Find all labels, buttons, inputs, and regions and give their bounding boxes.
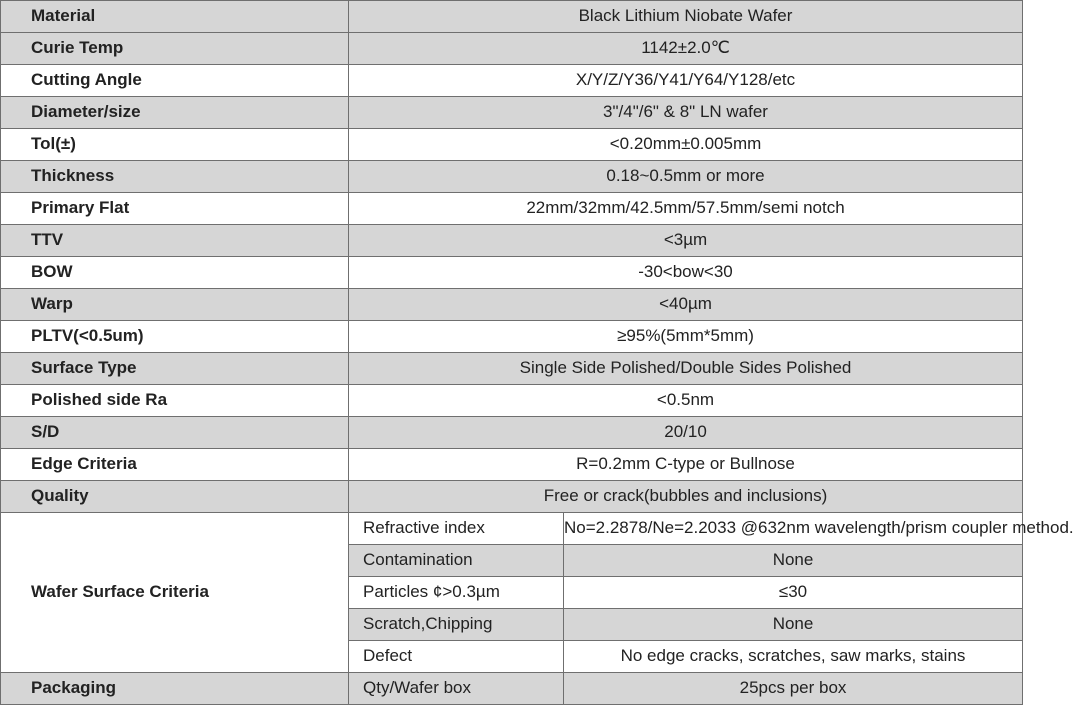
sub-row-name: Particles ¢>0.3µm	[349, 577, 564, 609]
spec-row-tolerance	[1, 129, 1023, 161]
spec-row-diameter	[1, 97, 1023, 129]
row-label: Packaging	[1, 673, 349, 705]
row-value: R=0.2mm C-type or Bullnose	[349, 449, 1023, 481]
spec-row-ttv	[1, 225, 1023, 257]
spec-row-primary-flat	[1, 193, 1023, 225]
sub-row-name: Scratch,Chipping	[349, 609, 564, 641]
row-label: Polished side Ra	[1, 385, 349, 417]
sub-row-value: No edge cracks, scratches, saw marks, stains	[564, 641, 1023, 673]
row-label: Thickness	[1, 161, 349, 193]
row-value: 22mm/32mm/42.5mm/57.5mm/semi notch	[349, 193, 1023, 225]
row-value: 1142±2.0℃	[349, 33, 1023, 65]
row-value: X/Y/Z/Y36/Y41/Y64/Y128/etc	[349, 65, 1023, 97]
spec-row-thickness	[1, 161, 1023, 193]
row-label: Primary Flat	[1, 193, 349, 225]
row-value: <0.20mm±0.005mm	[349, 129, 1023, 161]
spec-row-polished-ra	[1, 385, 1023, 417]
row-value: Single Side Polished/Double Sides Polished	[349, 353, 1023, 385]
row-value: 0.18~0.5mm or more	[349, 161, 1023, 193]
row-value: ≥95%(5mm*5mm)	[349, 321, 1023, 353]
row-value: Black Lithium Niobate Wafer	[349, 1, 1023, 33]
sub-row-value: ≤30	[564, 577, 1023, 609]
spec-row-surface-type	[1, 353, 1023, 385]
wafer-surface-criteria-label: Wafer Surface Criteria	[1, 513, 349, 673]
row-label: Material	[1, 1, 349, 33]
row-value: <0.5nm	[349, 385, 1023, 417]
sub-row-name: Refractive index	[349, 513, 564, 545]
sub-row-value: None	[564, 609, 1023, 641]
row-label: Tol(±)	[1, 129, 349, 161]
row-value: <40µm	[349, 289, 1023, 321]
row-label: BOW	[1, 257, 349, 289]
row-value: -30<bow<30	[349, 257, 1023, 289]
row-value: 20/10	[349, 417, 1023, 449]
spec-row-quality	[1, 481, 1023, 513]
row-label: Edge Criteria	[1, 449, 349, 481]
spec-row-packaging	[1, 673, 1023, 705]
row-label: Warp	[1, 289, 349, 321]
wafer-surface-row-refractive	[1, 513, 1023, 545]
spec-row-curie-temp	[1, 33, 1023, 65]
row-label: Cutting Angle	[1, 65, 349, 97]
sub-row-value: 25pcs per box	[564, 673, 1023, 705]
spec-row-edge-criteria	[1, 449, 1023, 481]
spec-row-bow	[1, 257, 1023, 289]
spec-row-cutting-angle	[1, 65, 1023, 97]
sub-row-name: Contamination	[349, 545, 564, 577]
row-label: Curie Temp	[1, 33, 349, 65]
row-value: 3"/4"/6" & 8" LN wafer	[349, 97, 1023, 129]
row-value: <3µm	[349, 225, 1023, 257]
row-value: Free or crack(bubbles and inclusions)	[349, 481, 1023, 513]
sub-row-value: None	[564, 545, 1023, 577]
row-label: PLTV(<0.5um)	[1, 321, 349, 353]
sub-row-name: Qty/Wafer box	[349, 673, 564, 705]
row-label: TTV	[1, 225, 349, 257]
row-label: S/D	[1, 417, 349, 449]
spec-row-pltv	[1, 321, 1023, 353]
row-label: Diameter/size	[1, 97, 349, 129]
spec-row-material	[1, 1, 1023, 33]
sub-row-value: No=2.2878/Ne=2.2033 @632nm wavelength/prism coupler method.	[564, 513, 1023, 545]
row-label: Surface Type	[1, 353, 349, 385]
row-label: Quality	[1, 481, 349, 513]
sub-row-name: Defect	[349, 641, 564, 673]
spec-row-sd	[1, 417, 1023, 449]
spec-row-warp	[1, 289, 1023, 321]
